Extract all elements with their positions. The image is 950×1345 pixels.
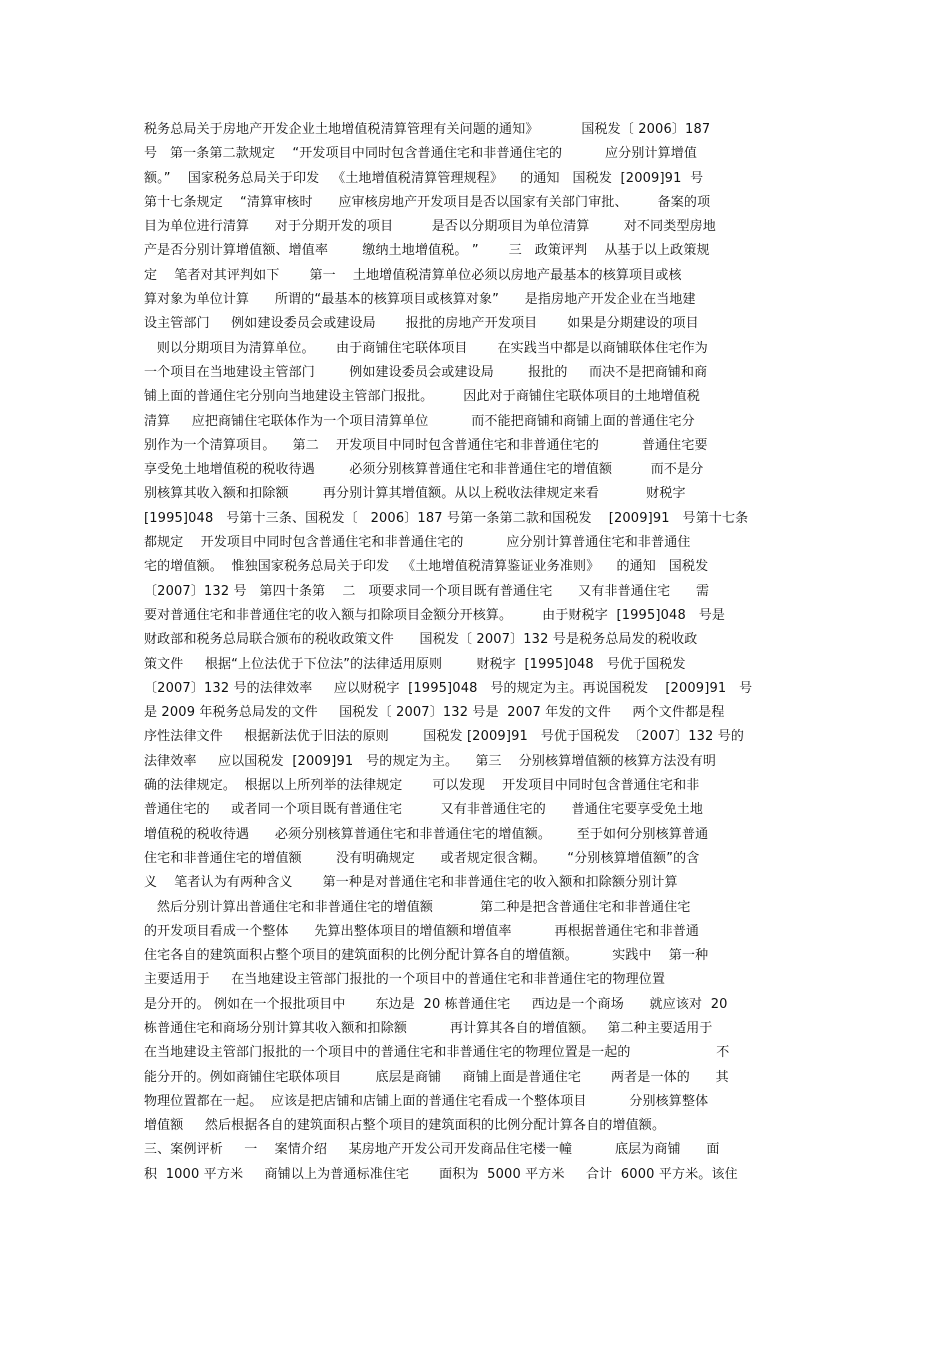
text-line: 增值税的税收待遇 必须分别核算普通住宅和非普通住宅的增值额。 至于如何分别核算普通 <box>144 826 709 842</box>
text-line: 法律效率 应以国税发 [2009]91 号的规定为主。 第三 分别核算增值额的核算方法没有明 <box>144 753 717 769</box>
section-heading-line: 三、案例评析 一 案情介绍 某房地产开发公司开发商品住宅楼一幢 底层为商铺 面 <box>144 1142 720 1158</box>
text-line: 则以分期项目为清算单位。 由于商铺住宅联体项目 在实践当中都是以商铺联体住宅作为 <box>144 340 708 356</box>
text-line: 一个项目在当地建设主管部门 例如建设委员会或建设局 报批的 而决不是把商铺和商 <box>144 364 708 380</box>
text-line: 第十七条规定 “清算审核时 应审核房地产开发项目是否以国家有关部门审批、 备案的项 <box>144 194 711 210</box>
text-line: 能分开的。例如商铺住宅联体项目 底层是商铺 商铺上面是普通住宅 两者是一体的 其 <box>144 1069 729 1085</box>
text-line: 物理位置都在一起。 应该是把店铺和店铺上面的普通住宅看成一个整体项目 分别核算整体 <box>144 1093 709 1109</box>
text-line: 额。” 国家税务总局关于印发 《土地增值税清算管理规程》 的通知 国税发 [2009]91 号 <box>144 170 704 186</box>
text-line: 序性法律文件 根据新法优于旧法的原则 国税发 [2009]91 号优于国税发 〔2007〕132 号的 <box>144 729 745 745</box>
text-line: 〔2007〕132 号 第四十条第 二 项要求同一个项目既有普通住宅 又有非普通住宅 需 <box>144 583 710 599</box>
text-line: 主要适用于 在当地建设主管部门报批的一个项目中的普通住宅和非普通住宅的物理位置 <box>144 972 666 988</box>
text-line: 是分开的。 例如在一个报批项目中 东边是 20 栋普通住宅 西边是一个商场 就应该对 20 <box>144 996 728 1012</box>
text-line: 在当地建设主管部门报批的一个项目中的普通住宅和非普通住宅的物理位置是一起的 不 <box>144 1045 730 1061</box>
text-line: 〔2007〕132 号的法律效率 应以财税字 [1995]048 号的规定为主。再说国税发 [2009]91 号 <box>144 680 753 696</box>
text-line: 产是否分别计算增值额、增值率 缴纳土地增值税。 ” 三 政策评判 从基于以上政策规 <box>144 243 710 259</box>
text-line: 宅的增值额。 惟独国家税务总局关于印发 《土地增值税清算鉴证业务准则》 的通知 国税发 <box>144 559 709 575</box>
text-line: 住宅和非普通住宅的增值额 没有明确规定 或者规定很含糊。 “分别核算增值额”的含 <box>144 850 700 866</box>
body-text <box>144 118 810 1187</box>
text-line: 别作为一个清算项目。 第二 开发项目中同时包含普通住宅和非普通住宅的 普通住宅要 <box>144 437 708 453</box>
text-line: 号 第一条第二款规定 “开发项目中同时包含普通住宅和非普通住宅的 应分别计算增值 <box>144 146 698 162</box>
text-line: 享受免土地增值税的税收待遇 必须分别核算普通住宅和非普通住宅的增值额 而不是分 <box>144 462 704 478</box>
text-line: 别核算其收入额和扣除额 再分别计算其增值额。从以上税收法律规定来看 财税字 <box>144 486 686 502</box>
text-line: 设主管部门 例如建设委员会或建设局 报批的房地产开发项目 如果是分期建设的项目 <box>144 316 699 332</box>
text-line: 增值额 然后根据各自的建筑面积占整个项目的建筑面积的比例分配计算各自的增值额。 <box>144 1118 666 1134</box>
text-line: 铺上面的普通住宅分别向当地建设主管部门报批。 因此对于商铺住宅联体项目的土地增值税 <box>144 389 700 405</box>
text-line: 税务总局关于房地产开发企业土地增值税清算管理有关问题的通知》 国税发〔 2006〕187 <box>144 122 711 137</box>
text-line: 都规定 开发项目中同时包含普通住宅和非普通住宅的 应分别计算普通住宅和非普通住 <box>144 535 691 551</box>
text-line: 的开发项目看成一个整体 先算出整体项目的增值额和增值率 再根据普通住宅和非普通 <box>144 923 700 939</box>
text-line: 住宅各自的建筑面积占整个项目的建筑面积的比例分配计算各自的增值额。 实践中 第一种 <box>144 948 709 964</box>
text-line: 算对象为单位计算 所谓的“最基本的核算项目或核算对象” 是指房地产开发企业在当地建 <box>144 292 696 308</box>
text-line: 然后分别计算出普通住宅和非普通住宅的增值额 第二种是把含普通住宅和非普通住宅 <box>144 899 691 915</box>
text-line: 普通住宅的 或者同一个项目既有普通住宅 又有非普通住宅的 普通住宅要享受免土地 <box>144 802 704 818</box>
text-line: 是 2009 年税务总局发的文件 国税发〔 2007〕132 号是 2007 年发的文件 两个文件都是程 <box>144 705 725 721</box>
text-line: 目为单位进行清算 对于分期开发的项目 是否以分期项目为单位清算 对不同类型房地 <box>144 219 716 235</box>
text-line: 要对普通住宅和非普通住宅的收入额与扣除项目金额分开核算。 由于财税字 [1995]048 号是 <box>144 607 726 623</box>
text-line: 清算 应把商铺住宅联体作为一个项目清算单位 而不能把商铺和商铺上面的普通住宅分 <box>144 413 695 429</box>
text-line: 财政部和税务总局联合颁布的税收政策文件 国税发〔 2007〕132 号是税务总局发的税收政 <box>144 632 698 648</box>
text-line: 栋普通住宅和商场分别计算其收入额和扣除额 再计算其各自的增值额。 第二种主要适用于 <box>144 1020 713 1036</box>
text-line: 确的法律规定。 根据以上所列举的法律规定 可以发现 开发项目中同时包含普通住宅和非 <box>144 778 700 794</box>
text-line: 定 笔者对其评判如下 第一 土地增值税清算单位必须以房地产最基本的核算项目或核 <box>144 267 682 283</box>
text-line: 积 1000 平方米 商铺以上为普通标准住宅 面积为 5000 平方米 合计 6000 平方米。该住 <box>144 1166 738 1182</box>
text-line: 义 笔者认为有两种含义 第一种是对普通住宅和非普通住宅的收入额和扣除额分别计算 <box>144 875 678 891</box>
text-line: 策文件 根据“上位法优于下位法”的法律适用原则 财税字 [1995]048 号优于国税发 <box>144 656 686 672</box>
text-line: [1995]048 号第十三条、国税发〔 2006〕187 号第一条第二款和国税发 [2009]91 号第十七条 <box>144 510 749 526</box>
